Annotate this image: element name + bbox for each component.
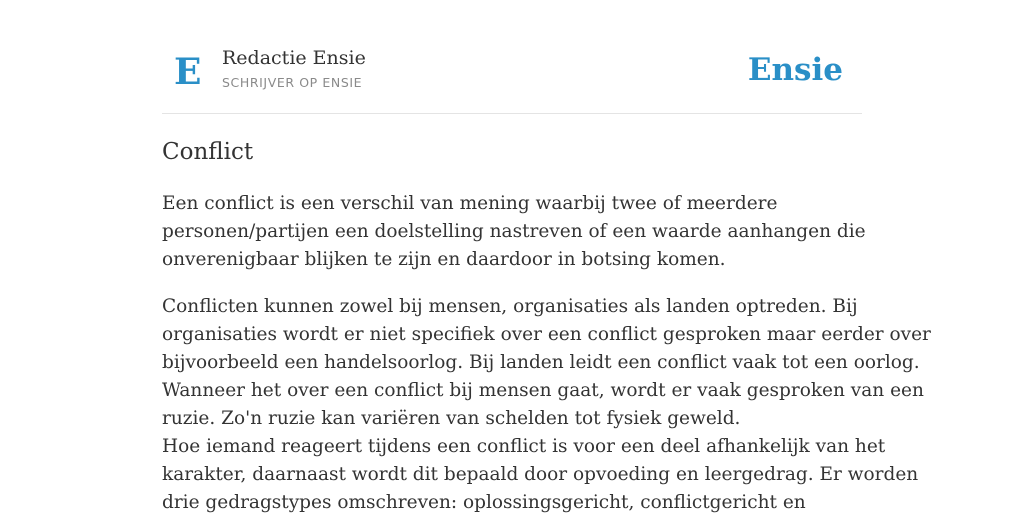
author-header <box>162 0 862 114</box>
author-role: SCHRIJVER OP ENSIE <box>222 75 363 90</box>
paragraph-line: organisaties wordt er niet specifiek over een conflict gesproken maar eerder over <box>162 324 931 345</box>
author-name[interactable]: Redactie Ensie <box>222 47 366 69</box>
paragraph-line: karakter, daarnaast wordt dit bepaald door opvoeding en leergedrag. Er worden <box>162 464 919 485</box>
paragraph-line: Wanneer het over een conflict bij mensen gaat, wordt er vaak gesproken van een <box>162 380 924 401</box>
paragraph-2 <box>162 293 931 517</box>
paragraph-line: ruzie. Zo'n ruzie kan variëren van schelden tot fysiek geweld. <box>162 408 741 429</box>
article-card <box>162 0 931 513</box>
paragraph-line: drie gedragstypes omschreven: oplossingsgericht, conflictgericht en <box>162 492 806 513</box>
paragraph-line: Een conflict is een verschil van mening waarbij twee of meerdere <box>162 193 778 214</box>
brand-logo[interactable]: Ensie <box>747 52 843 88</box>
paragraph-line: Conflicten kunnen zowel bij mensen, organisaties als landen optreden. Bij <box>162 296 858 317</box>
author-avatar[interactable]: E <box>174 51 202 93</box>
article-title: Conflict <box>162 139 254 165</box>
paragraph-line: Hoe iemand reageert tijdens een conflict is voor een deel afhankelijk van het <box>162 436 886 457</box>
paragraph-1 <box>162 190 882 274</box>
paragraph-line: personen/partijen een doelstelling nastreven of een waarde aanhangen die <box>162 221 866 242</box>
paragraph-line: bijvoorbeeld een handelsoorlog. Bij landen leidt een conflict vaak tot een oorlog. <box>162 352 920 373</box>
paragraph-line: onverenigbaar blijken te zijn en daardoor in botsing komen. <box>162 249 726 270</box>
